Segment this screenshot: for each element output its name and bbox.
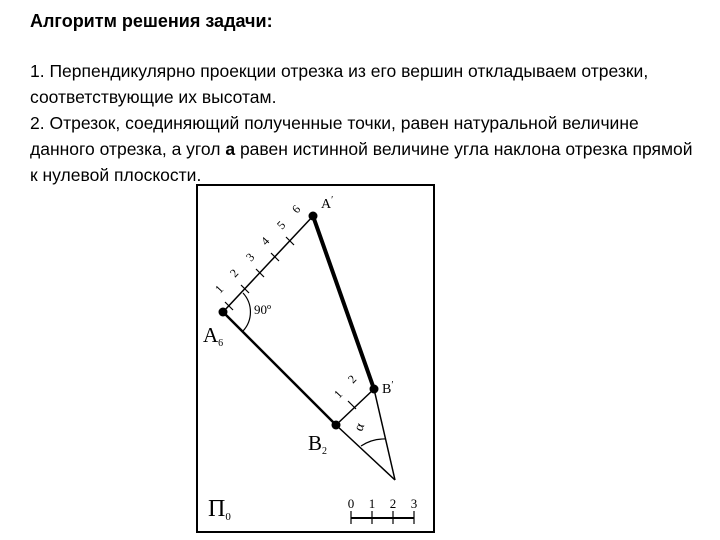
right-angle-arc	[243, 293, 250, 331]
point-a6	[219, 308, 228, 317]
plane-label: П0	[208, 496, 231, 523]
step-2	[30, 110, 700, 188]
perpendicular-a	[223, 215, 314, 312]
projection-segment	[223, 312, 336, 425]
scale-label-3: 3	[410, 496, 418, 511]
scale-label-2: 2	[389, 496, 397, 511]
alpha-arc	[361, 439, 386, 446]
point-b2	[332, 421, 341, 430]
true-length-extension	[374, 389, 395, 480]
tick-a-2: 2	[226, 266, 242, 281]
step-2-text-b: равен истинной величине угла наклона отрезка прямой к нулевой плоскости.	[30, 139, 693, 185]
text-block	[30, 8, 700, 188]
tick-a-5: 5	[273, 218, 289, 233]
projection-figure	[196, 184, 436, 534]
step-2-alpha: a	[225, 139, 236, 159]
true-length-segment	[313, 216, 374, 389]
tick-b-2: 2	[344, 372, 360, 387]
heading: Алгоритм решения задачи:	[30, 11, 273, 31]
step-1: 1. Перпендикулярно проекции отрезка из его вершин откладываем отрезки, соответствующие их высотам.	[30, 61, 649, 107]
scale-label-1: 1	[368, 496, 376, 511]
label-b-prime: B′	[382, 380, 394, 397]
scale-label-0: 0	[347, 496, 355, 511]
tick-b-1: 1	[330, 387, 346, 402]
tick-a-1: 1	[211, 282, 227, 297]
tick-a-4: 4	[257, 234, 273, 249]
figure-frame	[197, 185, 434, 532]
tick-a-6: 6	[288, 202, 304, 217]
angle-90-label: 90º	[254, 302, 272, 317]
label-a-prime: A′	[321, 195, 334, 212]
ticks-b-marks	[348, 401, 356, 409]
step-2-text-a: 2. Отрезок, соединяющий полученные точки, равен натуральной величине данного отрезка, а угол	[30, 113, 639, 159]
label-b2: B2	[308, 431, 328, 457]
point-b-prime	[370, 385, 379, 394]
alpha-label: α	[351, 421, 369, 434]
point-a-prime	[309, 212, 318, 221]
tick-a-3: 3	[242, 250, 258, 265]
scale-bar	[351, 511, 414, 524]
label-a6: A6	[203, 323, 224, 349]
